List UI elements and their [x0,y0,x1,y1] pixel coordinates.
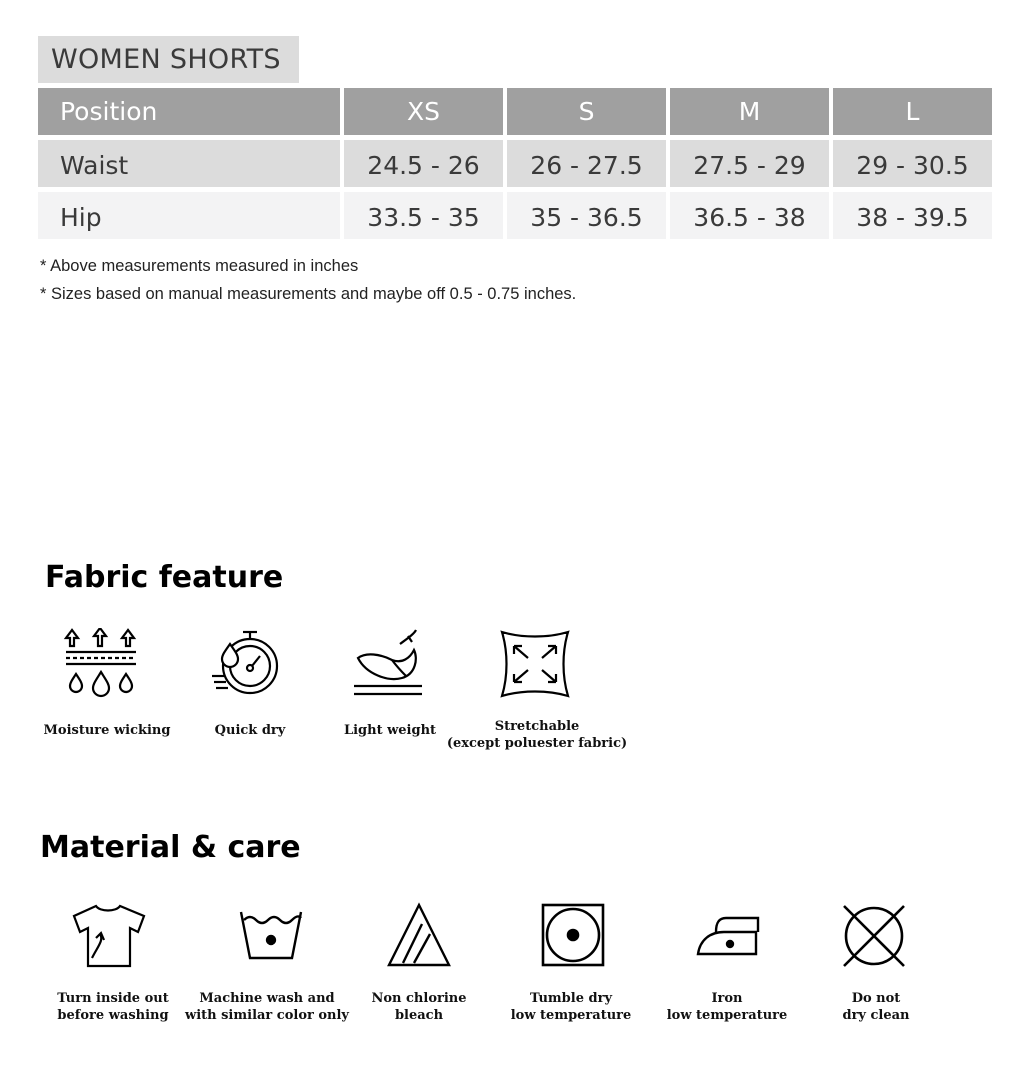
iron-icon [694,914,762,960]
row-label: Hip [38,192,340,239]
light-weight-icon [352,628,428,700]
table-row [38,192,992,239]
fabric-feature-label [44,722,171,739]
do-not-dry-clean-icon [840,902,908,970]
label-line: Moisture wicking [43,723,171,738]
label-line: bleach [394,1008,444,1023]
table-row [38,140,992,187]
size-chart-title: WOMEN SHORTS [38,36,299,83]
table-cell: 35 - 36.5 [507,192,666,239]
label-line: Stretchable [494,719,580,734]
label-line: before washing [57,1008,169,1023]
header-cell: M [670,88,829,135]
table-cell: 24.5 - 26 [344,140,503,187]
size-notes [40,252,576,308]
table-cell: 38 - 39.5 [833,192,992,239]
care-label [842,990,909,1024]
label-line: Quick dry [214,723,286,738]
moisture-wicking-icon [62,628,142,700]
header-cell: Position [38,88,340,135]
size-table [38,88,992,244]
label-line: low temperature [510,1008,632,1023]
machine-wash-icon [238,908,304,962]
table-cell: 29 - 30.5 [833,140,992,187]
label-line: Do not [851,991,901,1006]
tumble-dry-icon [540,902,606,968]
label-line: Non chlorine [371,991,467,1006]
material-care-title: Material & care [40,830,301,865]
turn-inside-out-icon [70,904,148,970]
care-label [371,990,466,1024]
label-line: dry clean [842,1008,910,1023]
note-line: * Above measurements measured in inches [40,257,359,275]
non-chlorine-bleach-icon [386,902,452,968]
table-cell: 27.5 - 29 [670,140,829,187]
header-cell: S [507,88,666,135]
table-cell: 26 - 27.5 [507,140,666,187]
label-line: Light weight [343,723,437,738]
stretchable-icon [498,628,572,700]
fabric-feature-label [447,718,627,752]
note-line: * Sizes based on manual measurements and maybe off 0.5 - 0.75 inches. [40,285,577,303]
label-line: Iron [711,991,743,1006]
care-label [57,990,168,1024]
header-cell: XS [344,88,503,135]
fabric-feature-label [344,722,436,739]
care-label [511,990,632,1024]
fabric-feature-title: Fabric feature [45,560,284,595]
quick-dry-icon [210,630,284,700]
table-header-row [38,88,992,135]
label-line: with similar color only [185,1008,349,1023]
table-cell: 33.5 - 35 [344,192,503,239]
label-line: Tumble dry [529,991,613,1006]
label-line: Turn inside out [57,991,169,1006]
care-label [185,990,349,1024]
label-line: low temperature [666,1008,788,1023]
label-line: (except poluester fabric) [446,736,628,751]
row-label: Waist [38,140,340,187]
care-label [667,990,788,1024]
fabric-feature-label [215,722,286,739]
table-cell: 36.5 - 38 [670,192,829,239]
header-cell: L [833,88,992,135]
label-line: Machine wash and [199,991,335,1006]
